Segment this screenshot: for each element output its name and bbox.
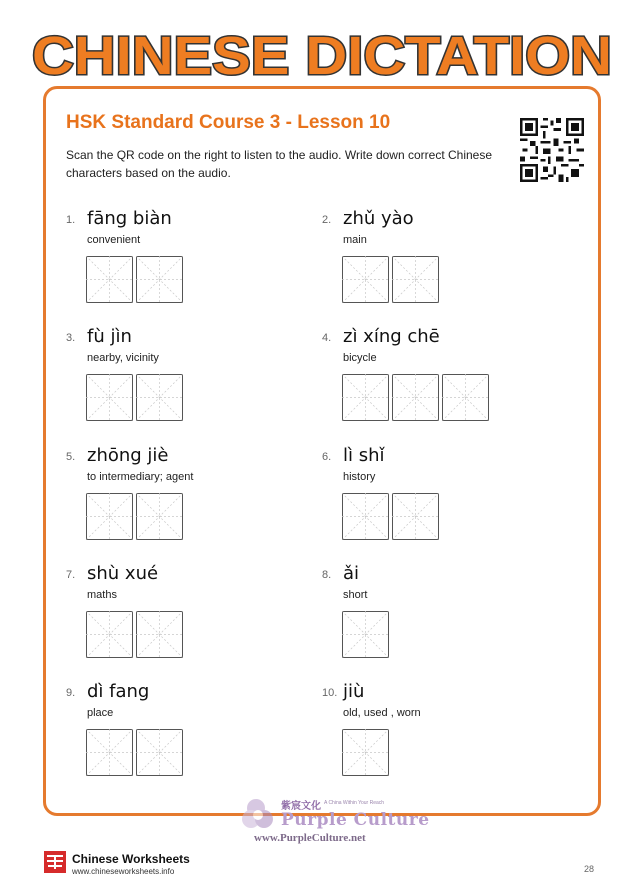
character-writing-box[interactable]: [392, 493, 439, 540]
item-meaning: old, used , worn: [343, 707, 421, 719]
title-banner: [24, 22, 620, 92]
writing-boxes: [86, 611, 183, 658]
character-writing-box[interactable]: [392, 256, 439, 303]
item-number: 9.: [66, 687, 76, 699]
character-writing-box[interactable]: [342, 256, 389, 303]
character-writing-box[interactable]: [136, 493, 183, 540]
watermark-chinese-name: 紫宸文化: [281, 801, 321, 812]
character-writing-box[interactable]: [392, 374, 439, 421]
item-number: 10.: [322, 687, 338, 699]
item-number: 6.: [322, 451, 332, 463]
item-number: 4.: [322, 332, 332, 344]
item-meaning: history: [343, 471, 376, 483]
writing-boxes: [342, 256, 439, 303]
item-meaning: short: [343, 589, 368, 601]
item-meaning: place: [87, 707, 114, 719]
item-pinyin: zhǔ yào: [343, 208, 414, 229]
chinese-worksheets-logo-icon: [44, 851, 66, 873]
watermark-url: www.PurpleCulture.net: [254, 832, 366, 844]
item-number: 1.: [66, 214, 76, 226]
item-pinyin: dì fang: [87, 681, 150, 702]
item-pinyin: ǎi: [343, 563, 360, 584]
banner-title: Chinese Dictation: [32, 26, 612, 86]
writing-boxes: [342, 611, 389, 658]
watermark-tagline: A China Within Your Reach: [324, 800, 385, 806]
item-number: 8.: [322, 569, 332, 581]
writing-boxes: [342, 374, 489, 421]
character-writing-box[interactable]: [136, 256, 183, 303]
character-writing-box[interactable]: [136, 729, 183, 776]
item-number: 3.: [66, 332, 76, 344]
writing-boxes: [342, 729, 389, 776]
item-meaning: convenient: [87, 234, 141, 246]
writing-boxes: [86, 256, 183, 303]
item-pinyin: zì xíng chē: [343, 326, 440, 347]
instructions: Scan the QR code on the right to listen to the audio. Write down correct Chinese characters based on the audio.: [66, 148, 493, 180]
character-writing-box[interactable]: [86, 374, 133, 421]
item-meaning: to intermediary; agent: [87, 471, 194, 483]
writing-boxes: [86, 493, 183, 540]
character-writing-box[interactable]: [86, 729, 133, 776]
character-writing-box[interactable]: [342, 374, 389, 421]
worksheet-subtitle: HSK Standard Course 3 - Lesson 10: [66, 112, 391, 133]
writing-boxes: [86, 729, 183, 776]
item-pinyin: zhōng jiè: [87, 445, 169, 466]
watermark-logo-icon: [242, 799, 273, 828]
character-writing-box[interactable]: [86, 493, 133, 540]
item-pinyin: fù jìn: [87, 326, 132, 347]
writing-boxes: [86, 374, 183, 421]
footer-url[interactable]: www.chineseworksheets.info: [72, 867, 175, 876]
character-writing-box[interactable]: [342, 493, 389, 540]
item-meaning: bicycle: [343, 352, 377, 364]
character-writing-box[interactable]: [86, 611, 133, 658]
item-number: 5.: [66, 451, 76, 463]
page-number: 28: [584, 864, 595, 874]
watermark-brand: Purple Culture: [281, 810, 430, 830]
character-writing-box[interactable]: [342, 611, 389, 658]
character-writing-box[interactable]: [136, 611, 183, 658]
item-meaning: maths: [87, 589, 117, 601]
character-writing-box[interactable]: [86, 256, 133, 303]
footer-title: Chinese Worksheets: [72, 852, 190, 866]
item-pinyin: fāng biàn: [87, 208, 172, 229]
character-writing-box[interactable]: [442, 374, 489, 421]
item-number: 2.: [322, 214, 332, 226]
item-number: 7.: [66, 569, 76, 581]
writing-boxes: [342, 493, 439, 540]
item-meaning: main: [343, 234, 367, 246]
character-writing-box[interactable]: [342, 729, 389, 776]
qr-code[interactable]: [520, 118, 584, 182]
item-pinyin: lì shǐ: [343, 445, 385, 466]
item-pinyin: shù xué: [87, 563, 159, 584]
character-writing-box[interactable]: [136, 374, 183, 421]
item-meaning: nearby, vicinity: [87, 352, 159, 364]
item-pinyin: jiù: [343, 681, 365, 702]
